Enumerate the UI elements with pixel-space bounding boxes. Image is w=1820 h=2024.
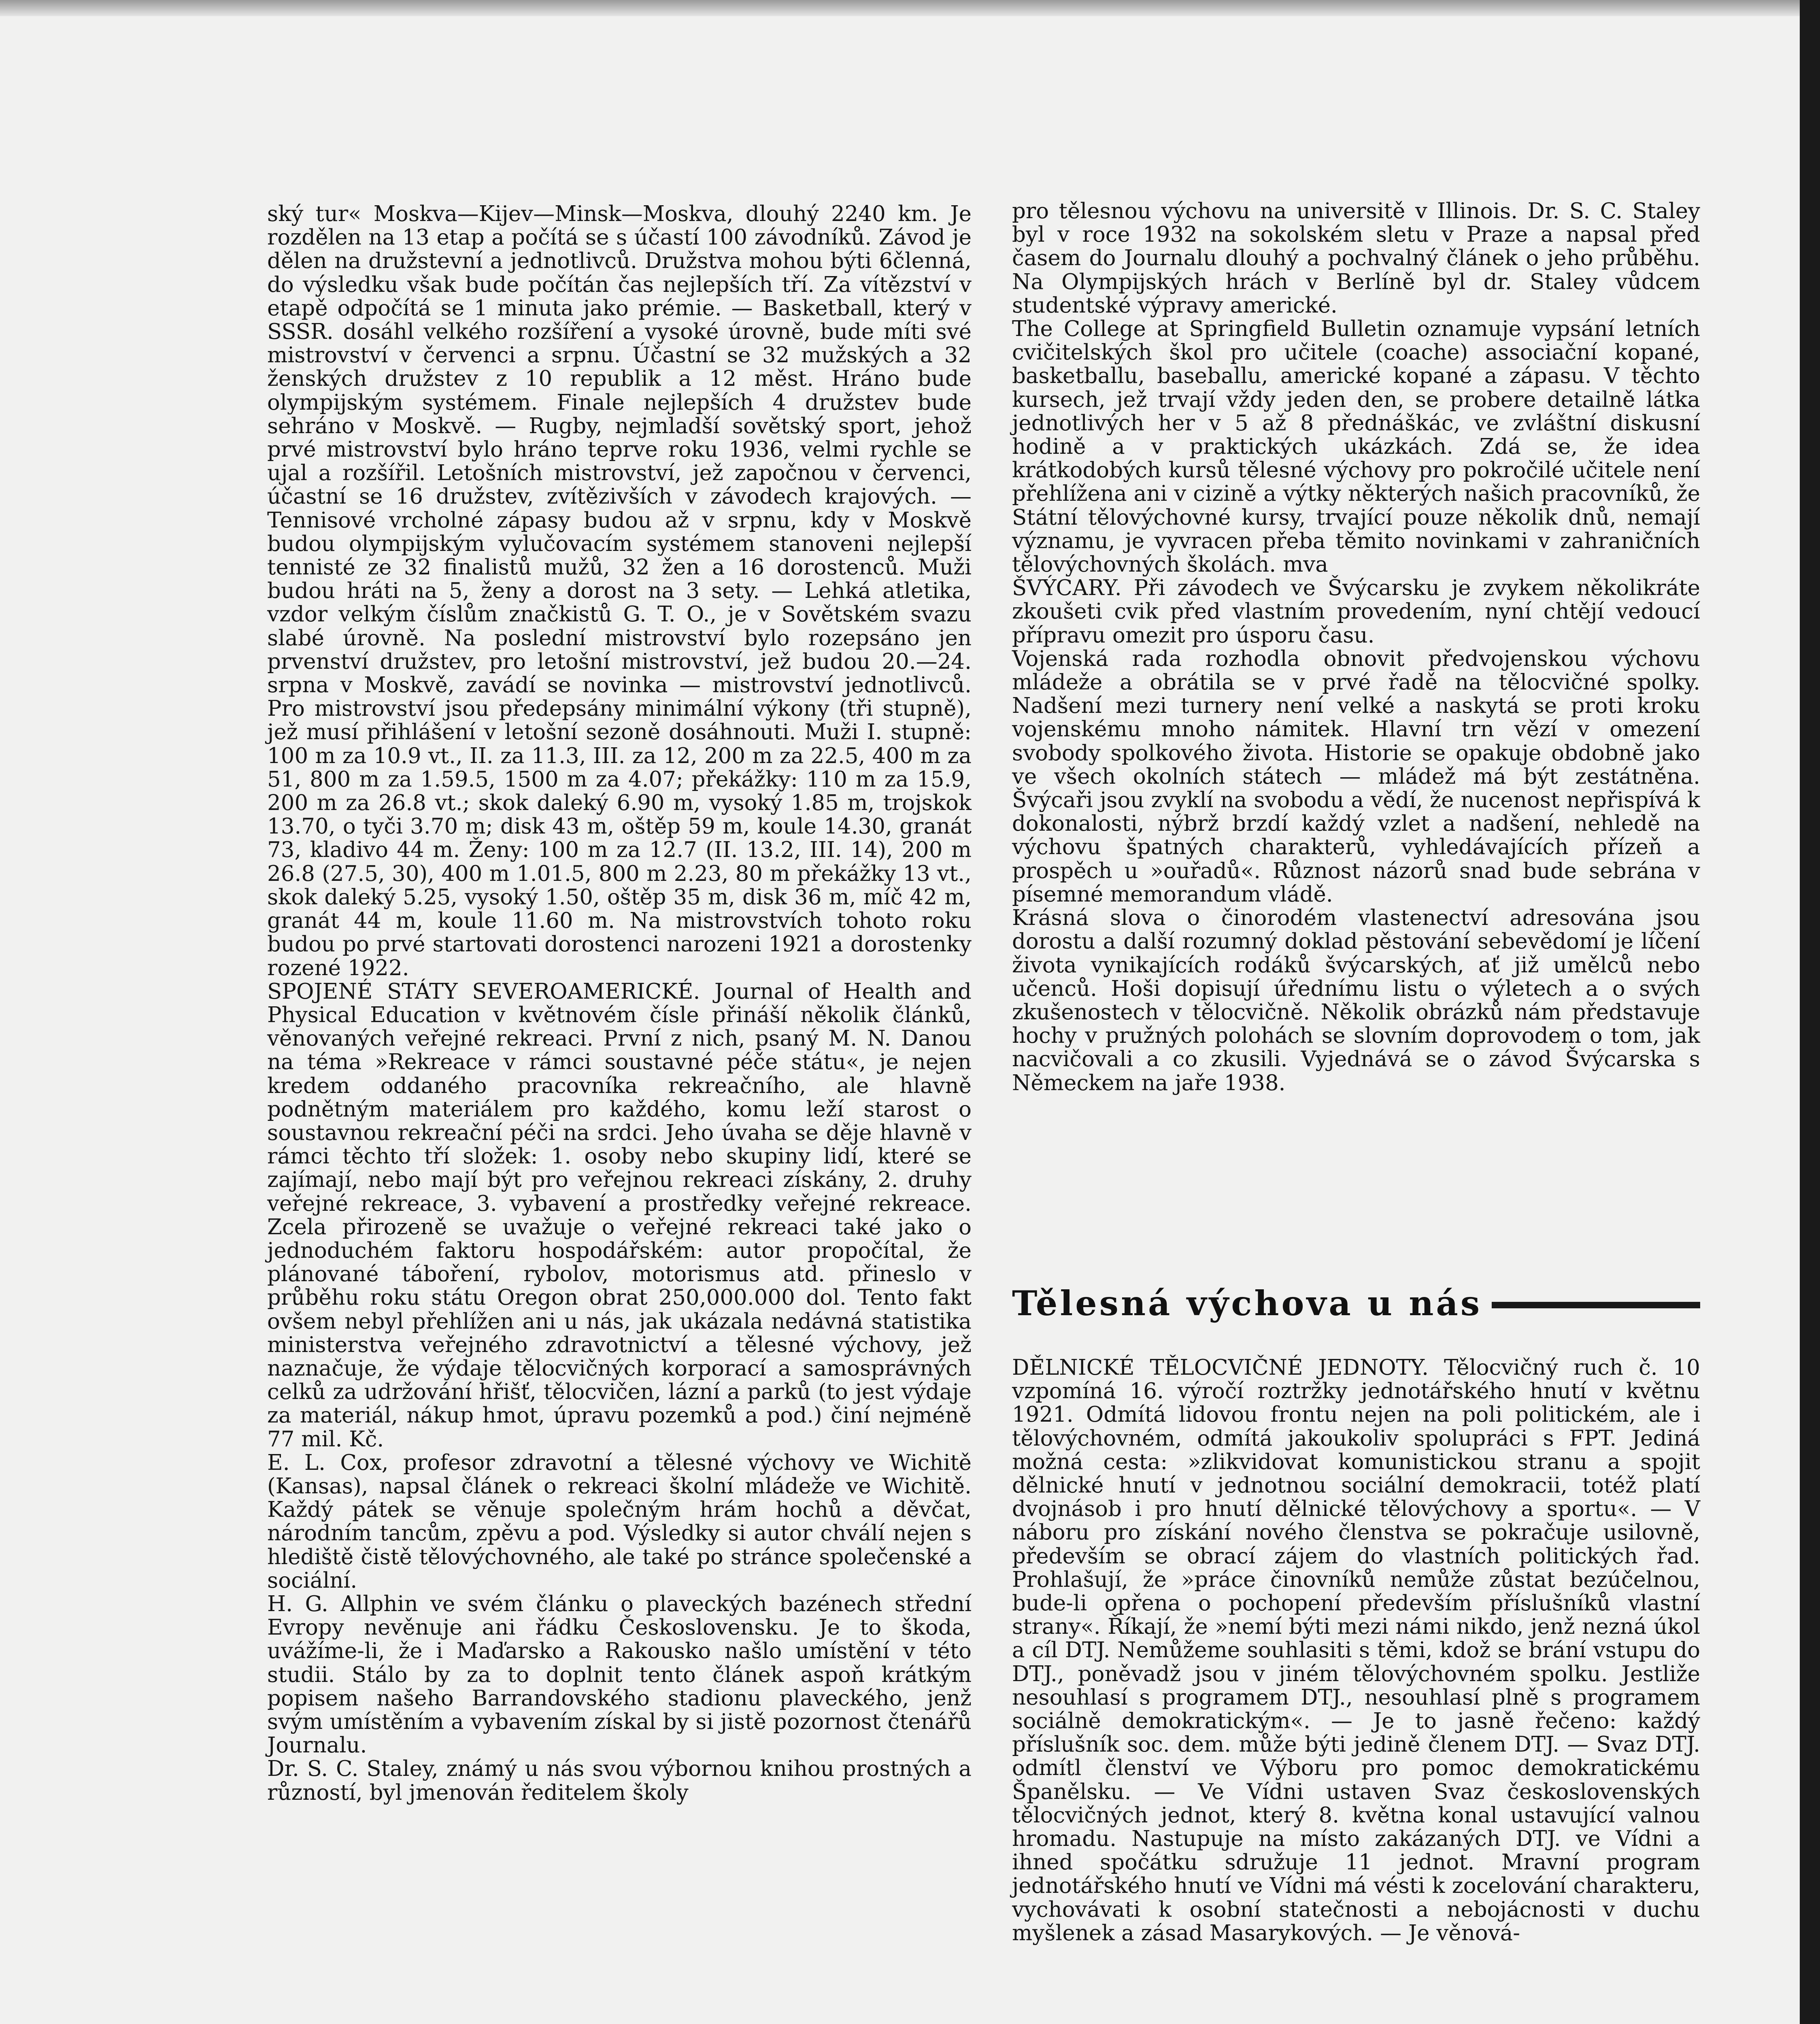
scan-right-edge <box>1800 0 1820 2024</box>
right-text-column <box>1012 200 1700 1095</box>
paragraph-staley-cont: pro tělesnou výchovu na universitě v Illinois. Dr. S. C. Staley byl v roce 1932 na sokolském sletu v Praze a napsal před časem do Journalu dlouhý a pochvalný článek o jeho průběhu. Na Olympijských hrách v Berlíně byl dr. Staley vůdcem studentské výpravy americké. <box>1012 199 1700 318</box>
paragraph-vojenska-rada: Vojenská rada rozhodla obnovit předvojenskou výchovu mládeže a obrátila se v prvé řadě na tělocvičné spolky. Nadšení mezi turnery není velké a naskytá se proti kroku vojenskému mnoho námitek. Hlavní trn vězí v omezení svobody spolkového života. Historie se opakuje obdobně jako ve všech okolních státech — mládež má být zestátněna. Švýcaři jsou zvyklí na svobodu a vědí, že nucenost nepřispívá k dokonalosti, nýbrž brzdí každý vzlet a nadšení, nehledě na výchovu špatných charakterů, vyhledávajících přízeň a prospěch u »ouřadů«. Různost názorů snad bude sebrána v písemné memorandum vládě. <box>1012 646 1700 907</box>
paragraph-krasna-slova: Krásná slova o činorodém vlastenectví adresována jsou dorostu a další rozumný doklad pěstování sebevědomí je líčení života vynikajících rodáků švýcarských, ať již umělců nebo učenců. Hoši dopisují úřednímu listu o výletech a o svých zkušenostech v tělocvičně. Několik obrázků nám představuje hochy v pružných polohách se slovním doprovodem o tom, jak nacvičovali a co zkusili. Vyjednává se o závod Švýcarska s Německem na jaře 1938. <box>1012 906 1700 1095</box>
paragraph-cox: E. L. Cox, profesor zdravotní a tělesné výchovy ve Wichitě (Kansas), napsal článek o rekreaci školní mládeže ve Wichitě. Každý pátek se věnuje společným hrám hochů a děvčat, národním tancům, zpěvu a pod. Výsledky si autor chválí nejen s hlediště čistě tělovýchovného, ale také po stránce společenské a sociální. <box>267 1450 972 1593</box>
left-text-column <box>267 202 972 1805</box>
scan-top-edge <box>0 0 1820 16</box>
paragraph-staley-start: Dr. S. C. Staley, známý u nás svou výbornou knihou prostných a růzností, byl jmenován ředitelem školy <box>267 1756 972 1805</box>
paragraph-svycary: ŠVÝCARY. Při závodech ve Švýcarsku je zvykem několikráte zkoušeti cvik před vlastním provedením, nyní chtějí vedoucí přípravu omezit pro úsporu času. <box>1012 576 1700 648</box>
paragraph-usa-journal: SPOJENÉ STÁTY SEVEROAMERICKÉ. Journal of Health and Physical Education v květnovém čísle přináší několik článků, věnovaných veřejné rekreaci. První z nich, psaný M. N. Danou na téma »Rekreace v rámci soustavné péče státu«, je nejen kredem oddaného pracovníka rekreačního, ale hlavně podnětným materiálem pro každého, komu leží starost o soustavnou rekreační péči na srdci. Jeho úvaha se děje hlavně v rámci těchto tří složek: 1. osoby nebo skupiny lidí, které se zajímají, nebo mají být pro veřejnou rekreaci získány, 2. druhy veřejné rekreace, 3. vybavení a prostředky veřejné rekreace. Zcela přirozeně se uvažuje o veřejné rekreaci také jako o jednoduchém faktoru hospodářském: autor propočítal, že plánované táboření, rybolov, motorismus atd. přineslo v průběhu roku státu Oregon obrat 250,000.000 dol. Tento fakt ovšem nebyl přehlížen ani u nás, jak ukázala nedávná statistika ministerstva veřejného zdravotnictví a tělesné výchovy, jež naznačuje, že výdaje tělocvičných korporací a samosprávných celků za udržování hřišť, tělocvičen, lázní a parků (to jest výdaje za materiál, nákup hmot, úpravu pozemků a pod.) činí nejméně 77 mil. Kč. <box>267 979 972 1452</box>
section-title: Tělesná výchova u nás <box>1012 1283 1492 1323</box>
section-text-column <box>1012 1356 1700 1945</box>
paragraph-allphin: H. G. Allphin ve svém článku o plaveckých bazénech střední Evropy nevěnuje ani řádku Československu. Je to škoda, uvážíme-li, že i Maďarsko a Rakousko našlo umístění v této studii. Stálo by za to doplnit tento článek aspoň krátkým popisem našeho Barrandovského stadionu plaveckého, jenž svým umístěním a vybavením získal by si jistě pozornost čtenářů Journalu. <box>267 1591 972 1758</box>
paragraph-sssr-sports: ský tur« Moskva—Kijev—Minsk—Moskva, dlouhý 2240 km. Je rozdělen na 13 etap a počítá se s účastí 100 závodníků. Závod je dělen na družstevní a jednotlivců. Družstva mohou býti 6členná, do výsledku však bude počítán čas nejlepších tří. Za vítězství v etapě odpočítá se 1 minuta jako prémie. — Basketball, který v SSSR. dosáhl velkého rozšíření a vysoké úrovně, bude míti své mistrovství v červenci a srpnu. Účastní se 32 mužských a 32 ženských družstev z 10 republik a 12 měst. Hráno bude olympijským systémem. Finale nejlepších 4 družstev bude sehráno v Moskvě. — Rugby, nejmladší sovětský sport, jehož prvé mistrovství bylo hráno teprve roku 1936, velmi rychle se ujal a rozšířil. Letošních mistrovství, jež započnou v červenci, účastní se 16 družstev, zvítězivších v závodech krajových. — Tennisové vrcholné zápasy budou až v srpnu, kdy v Moskvě budou olympijským vylučovacím systémem stanoveni nejlepší tennisté ze 32 finalistů mužů, 32 žen a 16 dorostenců. Muži budou hráti na 5, ženy a dorost na 3 sety. — Lehká atletika, vzdor velkým číslům značkistů G. T. O., je v Sovětském svazu slabé úrovně. Na poslední mistrovství bylo rozepsáno jen prvenství družstev, pro letošní mistrovství, jež budou 20.—24. srpna v Moskvě, zavádí se novinka — mistrovství jednotlivců. Pro mistrovství jsou předepsány minimální výkony (tři stupně), jež musí přihlášení v letošní sezoně dosáhnouti. Muži I. stupně: 100 m za 10.9 vt., II. za 11.3, III. za 12, 200 m za 22.5, 400 m za 51, 800 m za 1.59.5, 1500 m za 4.07; překážky: 110 m za 15.9, 200 m za 26.8 vt.; skok daleký 6.90 m, vysoký 1.85 m, trojskok 13.70, o tyči 3.70 m; disk 43 m, oštěp 59 m, koule 14.30, granát 73, kladivo 44 m. Ženy: 100 m za 12.7 (II. 13.2, III. 14), 200 m 26.8 (27.5, 30), 400 m 1.01.5, 800 m 2.23, 80 m překážky 13 vt., skok daleký 5.25, vysoký 1.50, oštěp 35 m, disk 36 m, míč 42 m, granát 44 m, koule 11.60 m. Na mistrovstvích tohoto roku budou po prvé startovati dorostenci narozeni 1921 a dorostenky rozené 1922. <box>267 202 972 980</box>
section-heading <box>1012 1283 1700 1323</box>
paragraph-springfield: The College at Springfield Bulletin oznamuje vypsání letních cvičitelských škol pro učitele (coache) associační kopané, basketballu, baseballu, americké kopané a zápasu. V těchto kursech, jež trvají vždy jeden den, se probere detailně látka jednotlivých her v 5 až 8 přednáškác, ve zvláštní diskusní hodině a v praktických ukázkách. Zdá se, že idea krátkodobých kursů tělesné výchovy pro pokročilé učitele není přehlížena ani v cizině a výtky některých našich pracovníků, že Státní tělovýchovné kursy, trvající pouze několik dnů, nemají významu, je vyvracen přeba těmito novinkami v zahraničních tělovýchovných školách. mva <box>1012 317 1700 577</box>
paragraph-dtj: DĚLNICKÉ TĚLOCVIČNÉ JEDNOTY. Tělocvičný ruch č. 10 vzpomíná 16. výročí roztržky jednotářského hnutí v květnu 1921. Odmítá lidovou frontu nejen na poli politickém, ale i tělovýchovném, odmítá jakoukoliv spolupráci s FPT. Jediná možná cesta: »zlikvidovat komunistickou stranu a spojit dělnické hnutí v jednotnou sociální demokracii, totéž platí dvojnásob i pro hnutí dělnické tělovýchovy a sportu«. — V náboru pro získání nového členstva se pokračuje usilovně, především se obrací zájem do vlastních politických řad. Prohlašují, že »práce činovníků nemůže zůstat bezúčelnou, bude-li opřena o pochopení především příslušníků vlastní strany«. Říkají, že »nemí býti mezi námi nikdo, jenž nezná úkol a cíl DTJ. Nemůžeme souhlasiti s těmi, kdož se brání vstupu do DTJ., poněvadž jsou v jiném tělovýchovném spolku. Jestliže nesouhlasí s programem DTJ., nesouhlasí plně s programem sociálně demokratickým«. — Je to jasně řečeno: každý příslušník soc. dem. může býti jedině členem DTJ. — Svaz DTJ. odmítl členství ve Výboru pro pomoc demokratickému Španělsku. — Ve Vídni ustaven Svaz československých tělocvičných jednot, který 8. května konal ustavující valnou hromadu. Nastupuje na místo zakázaných DTJ. ve Vídni a ihned spočátku sdružuje 11 jednot. Mravní program jednotářského hnutí ve Vídni má vésti k zocelování charakteru, vychovávati k osobní statečnosti a nebojácnosti v duchu myšlenek a zásad Masarykových. — Je věnová- <box>1012 1355 1700 1945</box>
